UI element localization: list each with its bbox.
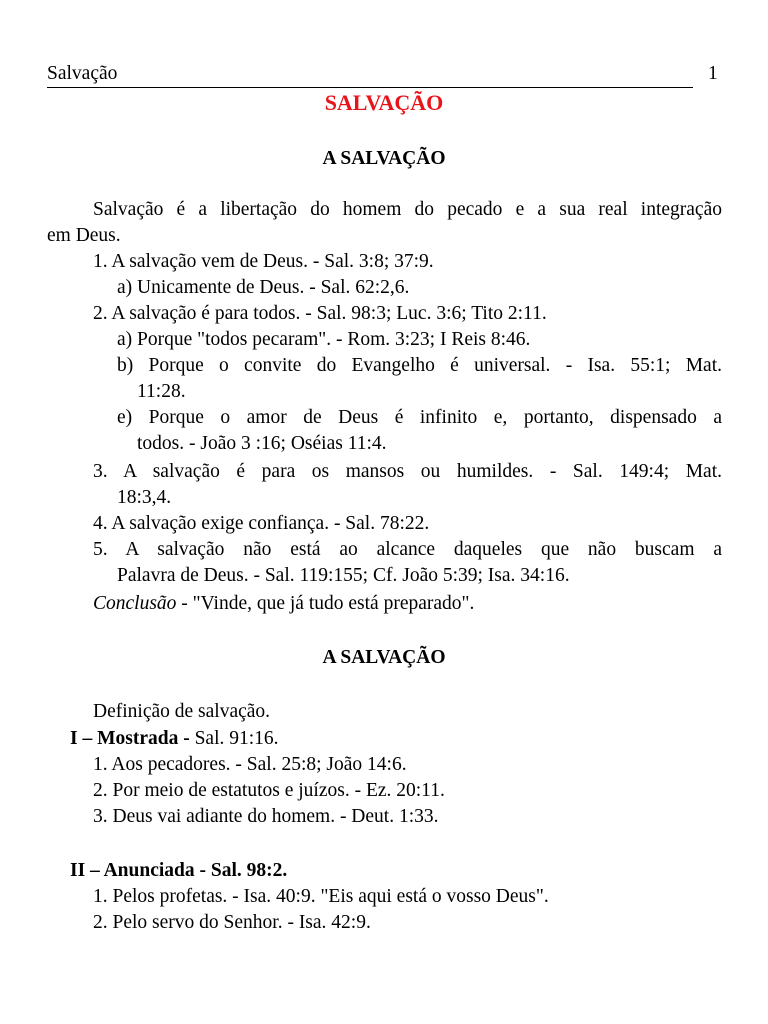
running-header-title: Salvação xyxy=(47,63,118,84)
point-2b-line-2: 11:28. xyxy=(137,381,186,402)
point-3-line-1: 3. A salvação é para os mansos ou humildes. - Sal. 149:4; Mat. xyxy=(93,461,722,482)
definition-line: Definição de salvação. xyxy=(93,701,271,722)
part-1-item: 2. Por meio de estatutos e juízos. - Ez. 20:11. xyxy=(93,780,445,801)
point-1: 1. A salvação vem de Deus. - Sal. 3:8; 37:9. xyxy=(93,251,434,272)
conclusion xyxy=(93,592,768,616)
conclusion-text: - "Vinde, que já tudo está preparado". xyxy=(176,593,475,614)
point-5-line-1: 5. A salvação não está ao alcance daqueles que não buscam a xyxy=(93,539,722,560)
point-3-line-2: 18:3,4. xyxy=(117,487,172,508)
part-1-label: I – Mostrada - xyxy=(70,728,190,749)
point-2: 2. A salvação é para todos. - Sal. 98:3; Luc. 3:6; Tito 2:11. xyxy=(93,303,547,324)
point-4: 4. A salvação exige confiança. - Sal. 78:22. xyxy=(93,513,430,534)
point-2a: a) Porque "todos pecaram". - Rom. 3:23; I Reis 8:46. xyxy=(117,329,531,350)
intro-line-2: em Deus. xyxy=(47,225,121,246)
intro-line-1: Salvação é a libertação do homem do pecado e a sua real integração xyxy=(93,199,722,220)
point-2e-line-1: e) Porque o amor de Deus é infinito e, portanto, dispensado a xyxy=(117,407,722,428)
main-title: SALVAÇÃO xyxy=(324,90,444,115)
part-2-item: 1. Pelos profetas. - Isa. 40:9. "Eis aqui está o vosso Deus". xyxy=(93,886,549,907)
part-1-item: 1. Aos pecadores. - Sal. 25:8; João 14:6. xyxy=(93,754,407,775)
conclusion-label: Conclusão xyxy=(93,593,177,614)
part-2-item: 2. Pelo servo do Senhor. - Isa. 42:9. xyxy=(93,912,371,933)
part-1-heading xyxy=(70,727,768,751)
point-2e-line-2: todos. - João 3 :16; Oséias 11:4. xyxy=(137,433,387,454)
point-1a: a) Unicamente de Deus. - Sal. 62:2,6. xyxy=(117,277,410,298)
part-1-reference: Sal. 91:16. xyxy=(189,728,279,749)
section1-heading: A SALVAÇÃO xyxy=(322,148,446,169)
header-rule xyxy=(47,87,693,88)
part-2-heading: II – Anunciada - Sal. 98:2. xyxy=(70,860,288,881)
section2-heading: A SALVAÇÃO xyxy=(322,647,446,668)
part-1-item: 3. Deus vai adiante do homem. - Deut. 1:33. xyxy=(93,806,439,827)
point-2b-line-1: b) Porque o convite do Evangelho é universal. - Isa. 55:1; Mat. xyxy=(117,355,722,376)
page-number: 1 xyxy=(708,63,718,84)
point-5-line-2: Palavra de Deus. - Sal. 119:155; Cf. João 5:39; Isa. 34:16. xyxy=(117,565,570,586)
